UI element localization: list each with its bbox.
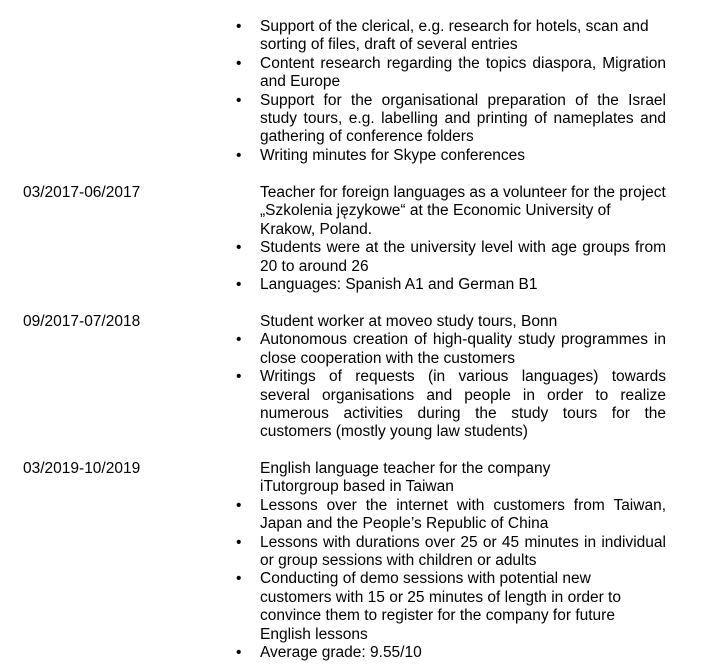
entry-content	[236, 460, 666, 662]
entry-date: 09/2017-07/2018	[23, 313, 141, 330]
list-item-text: Writings of requests (in various languages) towards several organisations and people in order to realize numerous activities during the study tours for the customers (mostly young law students)	[260, 368, 666, 441]
bullet-icon: •	[236, 496, 242, 514]
list-item	[236, 18, 666, 55]
list-item	[236, 497, 666, 534]
bullet-icon: •	[236, 276, 242, 294]
list-item	[236, 276, 666, 294]
bullet-icon: •	[236, 368, 242, 386]
list-item-text: Average grade: 9.55/10	[260, 644, 422, 662]
entry-content	[236, 184, 666, 294]
entry-date: 03/2019-10/2019	[23, 460, 141, 477]
list-item-text: Conducting of demo sessions with potential new customers with 15 or 25 minutes of length in order to convince them to register for the company for future English lessons	[260, 570, 621, 643]
list-item	[236, 239, 666, 276]
list-item	[236, 534, 666, 571]
bullet-icon: •	[236, 18, 242, 35]
list-item-text: Support for the organisational preparation of the Israel study tours, e.g. labelling and printing of nameplates and gathering of conference folders	[260, 91, 666, 146]
entry-intro-line: English language teacher for the company	[260, 460, 551, 477]
list-item-text: Students were at the university level with age groups from 20 to around 26	[260, 239, 666, 275]
list-item	[236, 55, 666, 92]
entry-content	[236, 18, 666, 165]
bullet-icon: •	[236, 54, 242, 72]
list-item-text: Support of the clerical, e.g. research for hotels, scan and sorting of files, draft of several entries	[260, 18, 649, 54]
entry-intro-line: iTutorgroup based in Taiwan	[260, 478, 454, 496]
list-item	[236, 368, 666, 442]
entry-intro: Student worker at moveo study tours, Bonn	[260, 313, 558, 330]
bullet-icon: •	[236, 644, 242, 662]
bullet-icon: •	[236, 533, 242, 551]
list-item-text: Writing minutes for Skype conferences	[260, 146, 526, 164]
list-item	[236, 644, 666, 662]
list-item	[236, 92, 666, 147]
list-item-text: Content research regarding the topics diaspora, Migration and Europe	[260, 54, 666, 91]
bullet-icon: •	[236, 239, 242, 257]
entry-date: 03/2017-06/2017	[23, 184, 141, 201]
entry-intro: Teacher for foreign languages as a volunteer for the project „Szkolenia językowe“ at the Economic University of Krakow, Poland.	[260, 184, 666, 238]
list-item-text: Lessons with durations over 25 or 45 minutes in individual or group sessions with children or adults	[260, 533, 666, 570]
bullet-icon: •	[236, 331, 242, 349]
list-item	[236, 570, 666, 644]
list-item-text: Lessons over the internet with customers from Taiwan, Japan and the People’s Republic of China	[260, 496, 666, 533]
bullet-icon: •	[236, 570, 242, 588]
list-item-text: Autonomous creation of high-quality study programmes in close cooperation with the customers	[260, 331, 666, 367]
list-item	[236, 147, 666, 165]
list-item-text: Languages: Spanish A1 and German B1	[260, 276, 538, 294]
bullet-icon: •	[236, 146, 242, 164]
entry-content	[236, 313, 666, 442]
bullet-icon: •	[236, 91, 242, 109]
list-item	[236, 331, 666, 368]
